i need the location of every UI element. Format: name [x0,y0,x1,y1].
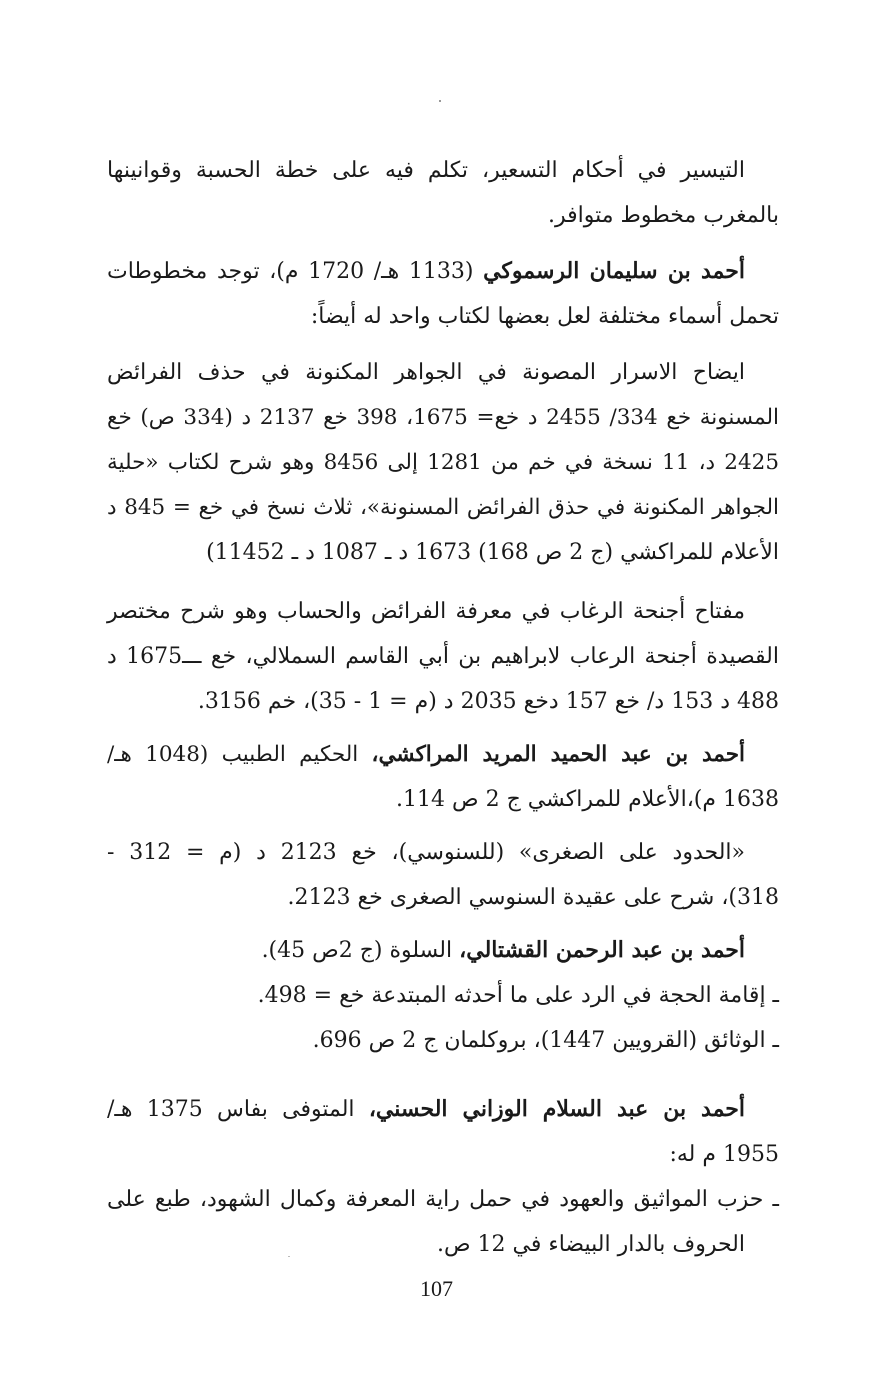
paragraph-al-hudud [107,830,779,920]
text-line: 2425 د، 11 نسخة في خم من 1281 إلى 8456 وهو شرح لكتاب «حلية [107,450,779,475]
text-line: تحمل أسماء مختلفة لعل بعضها لكتاب واحد له أيضاً: [310,304,779,329]
text-segment: (1133 هـ/ 1720 م)، توجد مخطوطات [107,259,474,284]
stray-mark [288,1256,290,1257]
entry-ahmad-marrakushi [107,732,779,822]
text-line: بالمغرب مخطوط متوافر. [548,203,779,228]
text-line: 318)، شرح على عقيدة السنوسي الصغرى خع 2123. [287,885,779,910]
stray-mark [439,100,441,102]
entry-heading: أحمد بن سليمان الرسموكي [483,258,745,284]
text-line: الأعلام للمراكشي (ج 2 ص 168) 1673 د ـ 1087 د ـ 11452) [206,540,779,565]
text-line: 1955 م له: [669,1142,779,1167]
text-segment: المتوفى بفاس 1375 هـ/ [107,1097,355,1122]
text-line: 1638 م)،الأعلام للمراكشي ج 2 ص 114. [396,787,779,812]
paragraph-tayseer [107,148,779,238]
list-item: ـ الوثائق (القرويين 1447)، بروكلمان ج 2 ص 696. [312,1028,779,1053]
text-line: ايضاح الاسرار المصونة في الجواهر المكنونة في حذف الفرائض [107,360,745,385]
entry-ahmad-qashtali [107,928,779,1063]
entry-first-line [107,732,779,777]
paragraph-miftah [107,589,779,724]
entry-heading: أحمد بن عبد الحميد المريد المراكشي، [371,742,745,767]
text-line: مفتاح أجنحة الرغاب في معرفة الفرائض والحساب وهو شرح مختصر [107,599,745,624]
text-line: 488 د 153 د/ خع 157 دخع 2035 د (م = 1 - 35)، خم 3156. [197,689,779,714]
entry-heading: أحمد بن عبد السلام الوزاني الحسني، [368,1096,745,1122]
text-line: القصيدة أجنحة الرعاب لابراهيم بن أبي القاسم السملالي، خع ـــ1675 د [107,644,779,669]
entry-first-line [107,928,779,973]
entry-first-line [107,249,779,294]
text-line: التيسير في أحكام التسعير، تكلم فيه على خطة الحسبة وقوانينها [107,158,745,183]
text-segment: السلوة (ج 2ص 45). [261,938,453,963]
entry-ahmad-wazzani [107,1087,779,1267]
entry-first-line [107,1087,779,1132]
list-item: ـ إقامة الحجة في الرد على ما أحدثه المبتدعة خع = 498. [257,983,779,1008]
text-line: الحروف بالدار البيضاء في 12 ص. [436,1232,745,1257]
page-number: 107 [420,1276,453,1301]
entry-ahmad-rasmouki [107,249,779,339]
text-line: «الحدود على الصغرى» (للسنوسي)، خع 2123 د (م = 312 - [107,840,745,865]
text-segment: الحكيم الطبيب (1048 هـ/ [107,742,359,767]
list-item: ـ حزب المواثيق والعهود في حمل راية المعرفة وكمال الشهود، طبع على [107,1187,779,1212]
paragraph-idah-al-asrar [107,350,779,575]
text-line: الجواهر المكنونة في حذق الفرائض المسنونة»، ثلاث نسخ في خع = 845 د [107,495,779,520]
entry-heading: أحمد بن عبد الرحمن القشتالي، [459,937,745,963]
text-line: المسنونة خع 334/ 2455 د خع= 1675، 398 خع 2137 د (334 ص) خع [107,405,779,430]
